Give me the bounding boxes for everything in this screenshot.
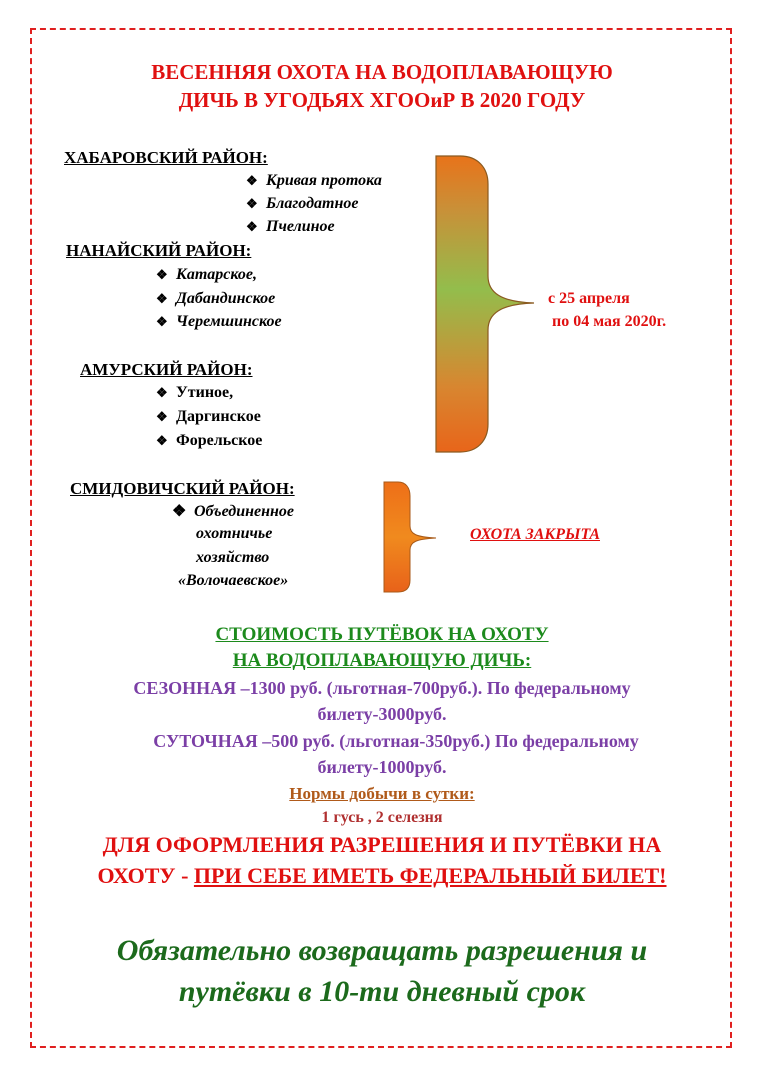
district-smidovich: СМИДОВИЧСКИЙ РАЙОН: xyxy=(70,479,295,498)
notice-line-1: ДЛЯ ОФОРМЛЕНИЯ РАЗРЕШЕНИЯ И ПУТЁВКИ НА xyxy=(102,832,662,857)
diamond-bullet-icon: ❖ xyxy=(156,314,168,329)
district-khabarovsk: ХАБАРОВСКИЙ РАЙОН: xyxy=(64,148,268,167)
list-item: ❖ Пчелиное xyxy=(246,218,335,235)
list-item: ❖ Даргинское xyxy=(156,408,261,425)
list-item: ❖ Форельское xyxy=(156,432,263,449)
title-line-2: ДИЧЬ В УГОДЬЯХ ХГООиР В 2020 ГОДУ xyxy=(178,88,586,112)
hunting-closed-label: ОХОТА ЗАКРЫТА xyxy=(470,526,600,543)
season-price-line-1: СЕЗОННАЯ –1300 руб. (льготная-700руб.). По федеральному xyxy=(133,678,631,698)
list-item-continuation: хозяйство xyxy=(196,549,270,566)
diamond-bullet-icon: ❖ xyxy=(172,503,187,520)
daily-price-line-2: билету-1000руб. xyxy=(317,757,447,777)
daily-price-line-1: СУТОЧНАЯ –500 руб. (льготная-350руб.) По федеральному xyxy=(153,731,639,751)
diamond-bullet-icon: ❖ xyxy=(156,385,168,400)
title-line-1: ВЕСЕННЯЯ ОХОТА НА ВОДОПЛАВАЮЩУЮ xyxy=(151,60,613,84)
bag-limit-value: 1 гусь , 2 селезня xyxy=(321,809,443,826)
list-item: ❖ Объединенное xyxy=(172,503,294,520)
bag-limit-heading: Нормы добычи в сутки: xyxy=(289,784,475,803)
diamond-bullet-icon: ❖ xyxy=(156,433,168,448)
diamond-bullet-icon: ❖ xyxy=(156,409,168,424)
diamond-bullet-icon: ❖ xyxy=(246,173,258,188)
list-item: ❖ Кривая протока xyxy=(246,172,382,189)
list-item-continuation: «Волочаевское» xyxy=(178,572,289,589)
season-end-date: по 04 мая 2020г. xyxy=(552,313,667,330)
notice-line-2 xyxy=(0,863,764,889)
pricing-heading-2: НА ВОДОПЛАВАЮЩУЮ ДИЧЬ: xyxy=(232,650,532,671)
list-item: ❖ Дабандинское xyxy=(156,290,276,307)
diamond-bullet-icon: ❖ xyxy=(246,219,258,234)
district-nanai: НАНАЙСКИЙ РАЙОН: xyxy=(66,241,252,260)
final-line-2: путёвки в 10-ти дневный срок xyxy=(178,975,586,1008)
notice-prefix: ОХОТУ - xyxy=(97,863,194,888)
district-amur: АМУРСКИЙ РАЙОН: xyxy=(80,360,253,379)
list-item-continuation: охотничье xyxy=(196,525,273,542)
pricing-heading-1: СТОИМОСТЬ ПУТЁВОК НА ОХОТУ xyxy=(215,624,549,645)
list-item: ❖ Утиное, xyxy=(156,384,234,401)
diamond-bullet-icon: ❖ xyxy=(156,267,168,282)
season-start-date: с 25 апреля xyxy=(548,290,630,307)
final-line-1: Обязательно возвращать разрешения и xyxy=(116,934,648,967)
list-item: ❖ Благодатное xyxy=(246,195,359,212)
diamond-bullet-icon: ❖ xyxy=(156,291,168,306)
list-item: ❖ Катарское, xyxy=(156,266,257,283)
season-price-line-2: билету-3000руб. xyxy=(317,704,447,724)
list-item: ❖ Черемшинское xyxy=(156,313,282,330)
diamond-bullet-icon: ❖ xyxy=(246,196,258,211)
notice-federal-ticket: ПРИ СЕБЕ ИМЕТЬ ФЕДЕРАЛЬНЫЙ БИЛЕТ! xyxy=(193,863,667,888)
